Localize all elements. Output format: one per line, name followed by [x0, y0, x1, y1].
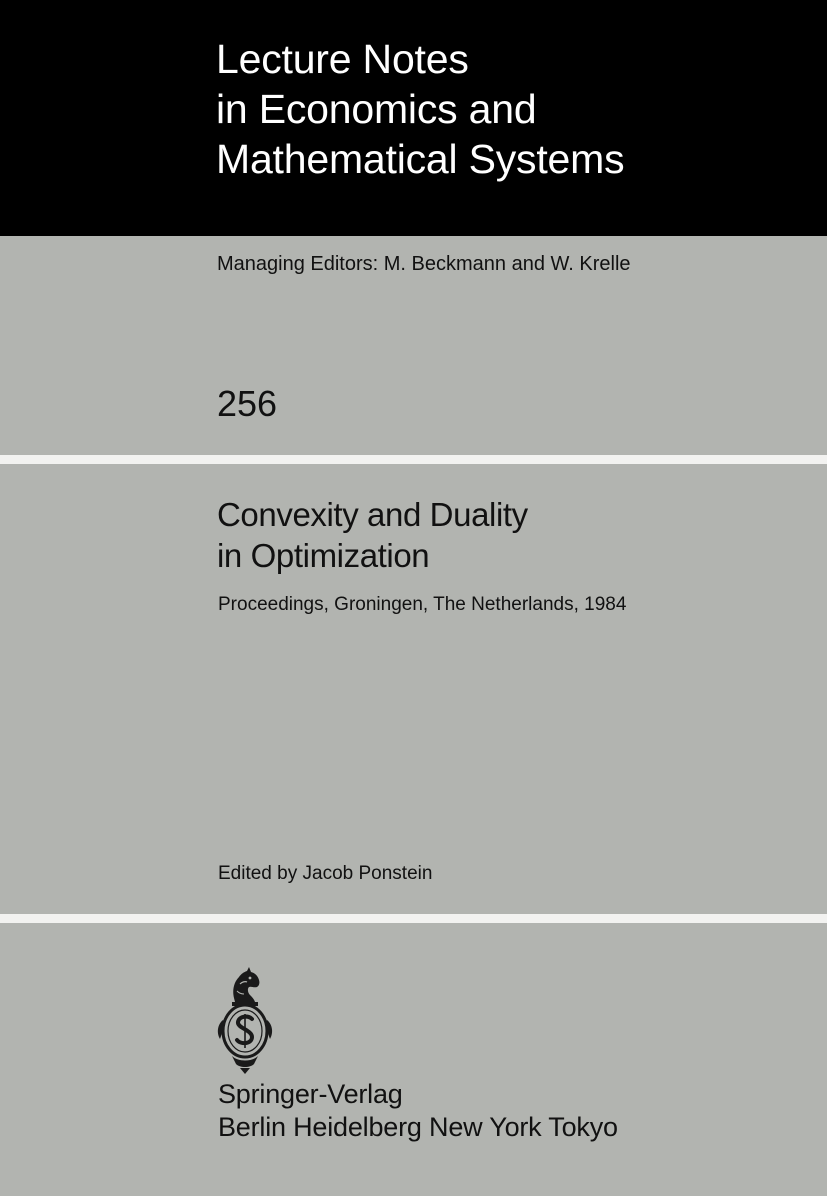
series-title-line-2: in Economics and — [216, 86, 537, 132]
separator-rule-top — [0, 455, 827, 464]
springer-knight-logo-icon — [210, 964, 280, 1074]
series-title-line-3: Mathematical Systems — [216, 136, 625, 182]
volume-number: 256 — [217, 383, 278, 424]
book-title-line-2: in Optimization — [217, 537, 430, 574]
series-title — [216, 34, 624, 184]
separator-rule-bottom — [0, 914, 827, 923]
publisher-cities: Berlin Heidelberg New York Tokyo — [218, 1112, 618, 1142]
managing-editors: Managing Editors: M. Beckmann and W. Krelle — [217, 253, 631, 275]
series-header-band — [0, 0, 827, 236]
publisher-name: Springer-Verlag — [218, 1079, 403, 1109]
series-title-line-1: Lecture Notes — [216, 36, 469, 82]
book-title — [217, 494, 528, 576]
book-subtitle: Proceedings, Groningen, The Netherlands, 1984 — [218, 594, 627, 615]
book-title-line-1: Convexity and Duality — [217, 496, 528, 533]
editor-credit: Edited by Jacob Ponstein — [218, 863, 433, 884]
publisher-imprint — [218, 1078, 618, 1144]
